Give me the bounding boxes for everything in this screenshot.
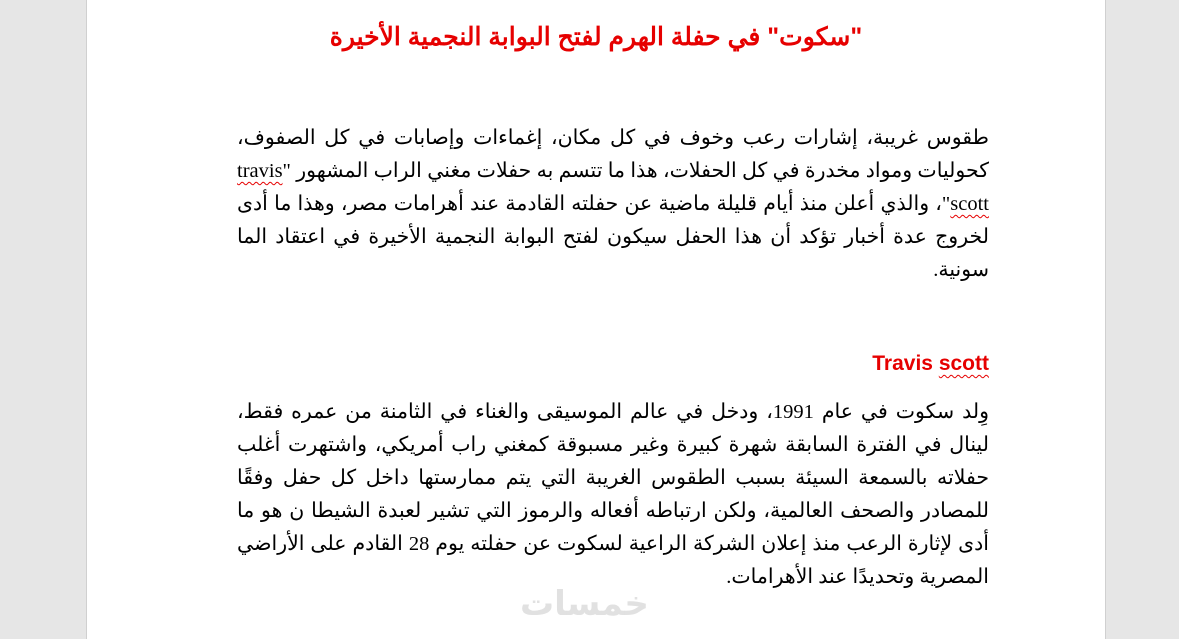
section-heading	[872, 352, 989, 376]
section-heading-second: scott	[938, 352, 989, 375]
document-page	[87, 0, 1105, 639]
document-title: "سكوت" في حفلة الهرم لفتح البوابة النجمية الأخيرة	[329, 23, 863, 51]
artist-name-inline: travis scott	[237, 160, 989, 215]
watermark-logo: خمسات	[520, 584, 649, 624]
paragraph-intro-text-start: طقوس غريبة، إشارات رعب وخوف في كل مكان، إغماءات وإصابات في كل الصفوف، كحوليات ومواد مخدرة في كل الحفلات، هذا ما تتسم به حفلات مغني الراب المشهور "	[237, 127, 989, 182]
section-heading-first: Travis	[872, 352, 933, 375]
paragraph-intro	[237, 122, 989, 287]
paragraph-biography: وِلد سكوت في عام 1991، ودخل في عالم الموسيقى والغناء في الثامنة من عمره فقط، لينال في الفترة السابقة شهرة كبيرة وغير مسبوقة كمغني راب أمريكي، واشتهرت أغلب حفلاته بالسمعة السيئة بسبب الطقوس الغريبة التي يتم ممارستها داخل كل حفل وفقًا للمصادر والصحف العالمية، ولكن ارتباطه أفعاله والرموز التي تشير لعبدة الشيطا ن هو ما أدى لإثارة الرعب منذ إعلان الشركة الراعية لسكوت عن حفلته يوم 28 القادم على الأراضي المصرية وتحديدًا عند الأهرامات.	[237, 401, 989, 588]
paragraph-intro-text-end: "، والذي أعلن منذ أيام قليلة ماضية عن حفلته القادمة عند أهرامات مصر، وهذا ما أدى لخروج عدة أخبار تؤكد أن هذا الحفل سيكون لفتح البوابة النجمية الأخيرة في اعتقاد الما سونية.	[237, 193, 989, 281]
